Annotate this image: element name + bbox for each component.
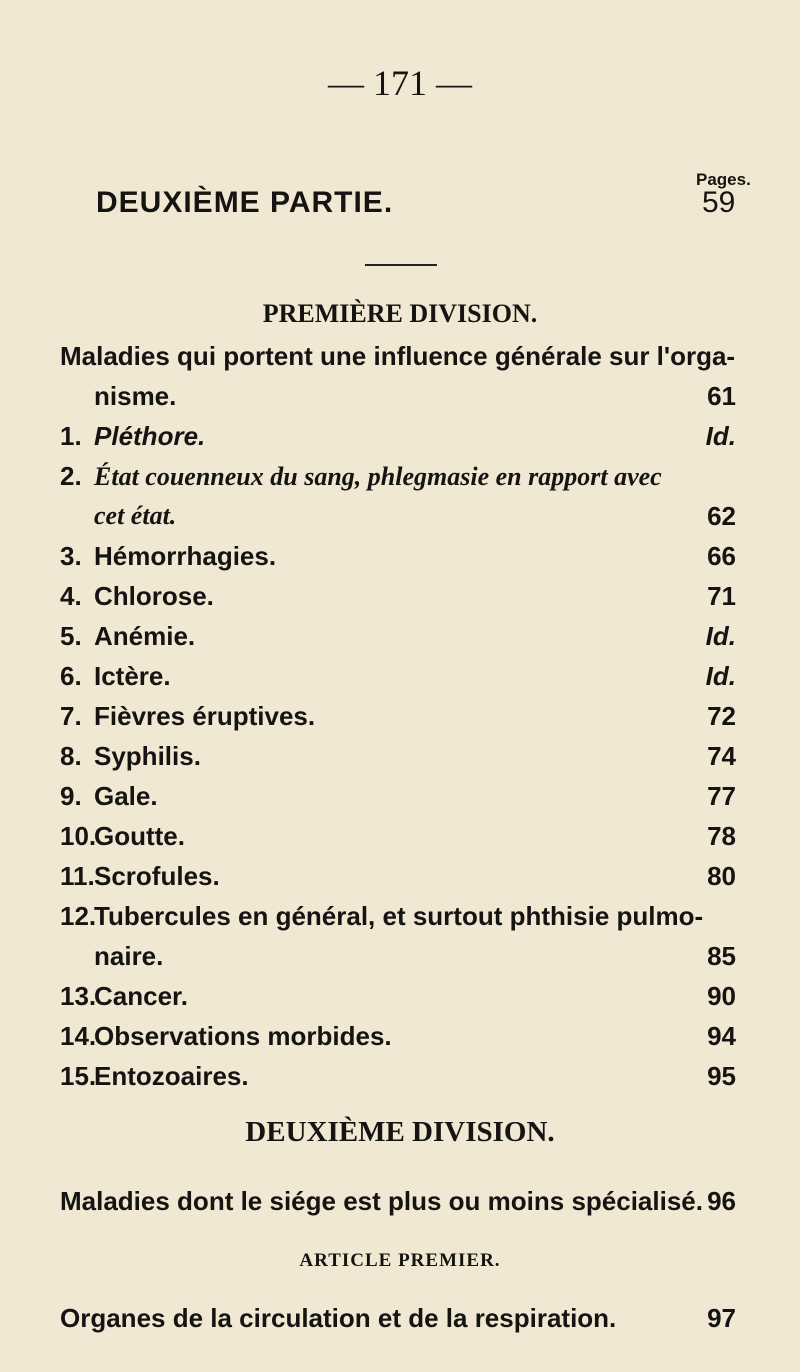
entry-label-continued: cet état.: [94, 501, 177, 530]
entry-label: Syphilis.: [94, 741, 201, 771]
entry-number: 5.: [60, 621, 82, 651]
toc-entry: [60, 661, 720, 692]
entry-page: 66: [707, 541, 736, 571]
entry-page: 77: [707, 781, 736, 811]
entry-label: Cancer.: [94, 981, 188, 1011]
entry-page: Id.: [705, 621, 736, 651]
entry-page: 78: [707, 821, 736, 851]
first-division-intro-page: 61: [707, 381, 736, 411]
part-title: DEUXIÈME PARTIE.: [96, 186, 394, 219]
page-folio: — 171 —: [328, 63, 472, 103]
toc-entry: [60, 861, 720, 892]
second-division-intro: Maladies dont le siége est plus ou moins spécialisé.: [60, 1186, 703, 1216]
divider-rule: [365, 264, 437, 266]
first-division-intro-line1: Maladies qui portent une influence générale sur l'orga-: [60, 341, 736, 371]
toc-entry: [60, 821, 720, 852]
entry-page: 94: [707, 1021, 736, 1051]
entry-label: Ictère.: [94, 661, 171, 691]
entry-page: 71: [707, 581, 736, 611]
entry-label: Anémie.: [94, 621, 196, 651]
toc-entry: [60, 1061, 720, 1092]
toc-entry: [60, 541, 720, 572]
entry-page: 80: [707, 861, 736, 891]
entry-label: Goutte.: [94, 821, 185, 851]
entry-number: 4.: [60, 581, 82, 611]
entry-label: Scrofules.: [94, 861, 220, 891]
toc-entry: [60, 421, 720, 452]
entry-number: 2.: [60, 461, 82, 491]
entry-page: 85: [707, 941, 736, 971]
entry-page: 62: [707, 501, 736, 531]
entry-number: 15.: [60, 1061, 97, 1091]
entry-number: 12.: [60, 901, 97, 931]
toc-entry: [60, 741, 720, 772]
second-division-intro-page: 96: [707, 1186, 736, 1216]
entry-page: 74: [707, 741, 736, 771]
entry-label: Hémorrhagies.: [94, 541, 277, 571]
article-line: Organes de la circulation et de la respiration.: [60, 1303, 617, 1333]
entry-label: Entozoaires.: [94, 1061, 249, 1091]
entry-page: 72: [707, 701, 736, 731]
entry-number: 9.: [60, 781, 82, 811]
entry-number: 7.: [60, 701, 82, 731]
entry-number: 3.: [60, 541, 82, 571]
entry-label: État couenneux du sang, phlegmasie en rapport avec: [94, 462, 662, 491]
toc-entry: [60, 901, 720, 932]
entry-number: 14.: [60, 1021, 97, 1051]
entry-label: Observations morbides.: [94, 1021, 392, 1051]
entry-page: 90: [707, 981, 736, 1011]
toc-entry: [60, 981, 720, 1012]
entry-number: 10.: [60, 821, 97, 851]
article-heading: ARTICLE PREMIER.: [299, 1250, 501, 1271]
pages-column-label: Pages.: [696, 170, 751, 189]
toc-entry: [60, 701, 720, 732]
article-page: 97: [707, 1303, 736, 1333]
toc-entry: [60, 781, 720, 812]
entry-label: Fièvres éruptives.: [94, 701, 316, 731]
second-division-title: DEUXIÈME DIVISION.: [245, 1116, 555, 1148]
entry-number: 13.: [60, 981, 97, 1011]
first-division-title: PREMIÈRE DIVISION.: [262, 299, 538, 328]
entry-number: 8.: [60, 741, 82, 771]
entry-label: Pléthore.: [94, 421, 206, 451]
toc-entry: [60, 621, 720, 652]
entry-number: 1.: [60, 421, 82, 451]
entry-page: 95: [707, 1061, 736, 1091]
first-division-intro-line2: nisme.: [94, 381, 177, 411]
toc-entry: [60, 461, 720, 492]
entry-label-continued: naire.: [94, 941, 164, 971]
entry-page: Id.: [705, 661, 736, 691]
entry-number: 6.: [60, 661, 82, 691]
entry-label: Tubercules en général, et surtout phthisie pulmo-: [94, 901, 704, 931]
toc-entry: [60, 581, 720, 612]
entry-page: Id.: [705, 421, 736, 451]
entry-label: Chlorose.: [94, 581, 214, 611]
part-page-number: 59: [702, 186, 736, 219]
entry-label: Gale.: [94, 781, 158, 811]
toc-entry: [60, 1021, 720, 1052]
entry-number: 11.: [60, 861, 95, 891]
